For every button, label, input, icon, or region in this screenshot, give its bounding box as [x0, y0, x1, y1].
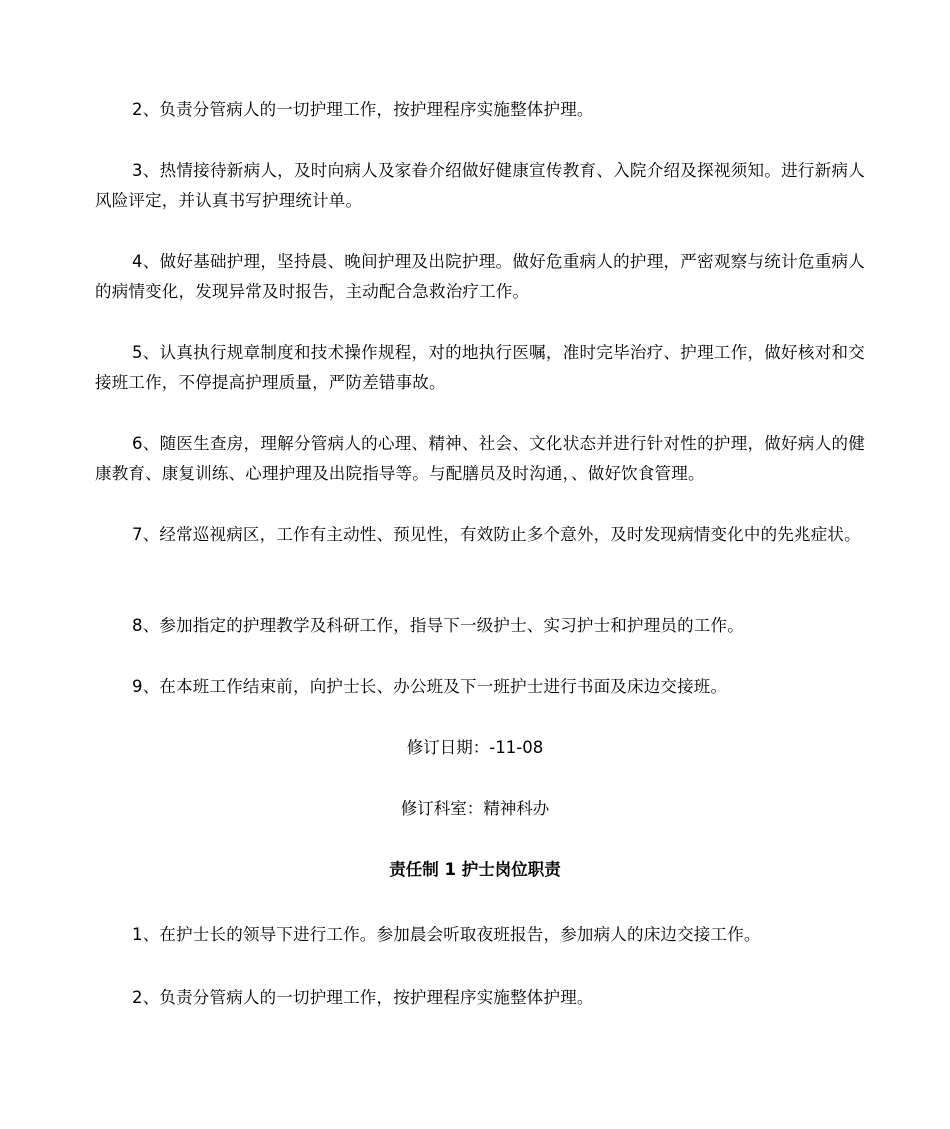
paragraph-item-1-second-section: 1、在护士长的领导下进行工作。参加晨会听取夜班报告，参加病人的床边交接工作。: [132, 925, 761, 944]
revision-department: 修订科室：精神科办: [400, 799, 550, 818]
paragraph-item-3: 3、热情接待新病人，及时向病人及家眷介绍做好健康宣传教育、入院介绍及探视须知。进行新病人风险评定，并认真书写护理统计单。: [95, 161, 865, 210]
paragraph-item-9: 9、在本班工作结束前，向护士长、办公班及下一班护士进行书面及床边交接班。: [132, 677, 728, 696]
revision-date: 修订日期：-11-08: [406, 738, 544, 757]
paragraph-item-2: 2、负责分管病人的一切护理工作，按护理程序实施整体护理。: [132, 100, 594, 119]
paragraph-item-8: 8、参加指定的护理教学及科研工作，指导下一级护士、实习护士和护理员的工作。: [132, 616, 744, 635]
paragraph-item-6: 6、随医生查房，理解分管病人的心理、精神、社会、文化状态并进行针对性的护理，做好病人的健康教育、康复训练、心理护理及出院指导等。与配膳员及时沟通，、做好饮食管理。: [95, 434, 865, 483]
paragraph-item-4: 4、做好基础护理，坚持晨、晚间护理及出院护理。做好危重病人的护理，严密观察与统计危重病人的病情变化，发现异常及时报告，主动配合急救治疗工作。: [95, 252, 865, 301]
paragraph-item-5: 5、认真执行规章制度和技术操作规程，对的地执行医嘱，准时完毕治疗、护理工作，做好核对和交接班工作，不停提高护理质量，严防差错事故。: [95, 343, 865, 392]
paragraph-item-7: 7、经常巡视病区，工作有主动性、预见性，有效防止多个意外，及时发现病情变化中的先兆症状。: [132, 525, 861, 544]
section-title: 责任制 1 护士岗位职责: [389, 860, 561, 879]
paragraph-item-2-second-section: 2、负责分管病人的一切护理工作，按护理程序实施整体护理。: [132, 988, 594, 1007]
